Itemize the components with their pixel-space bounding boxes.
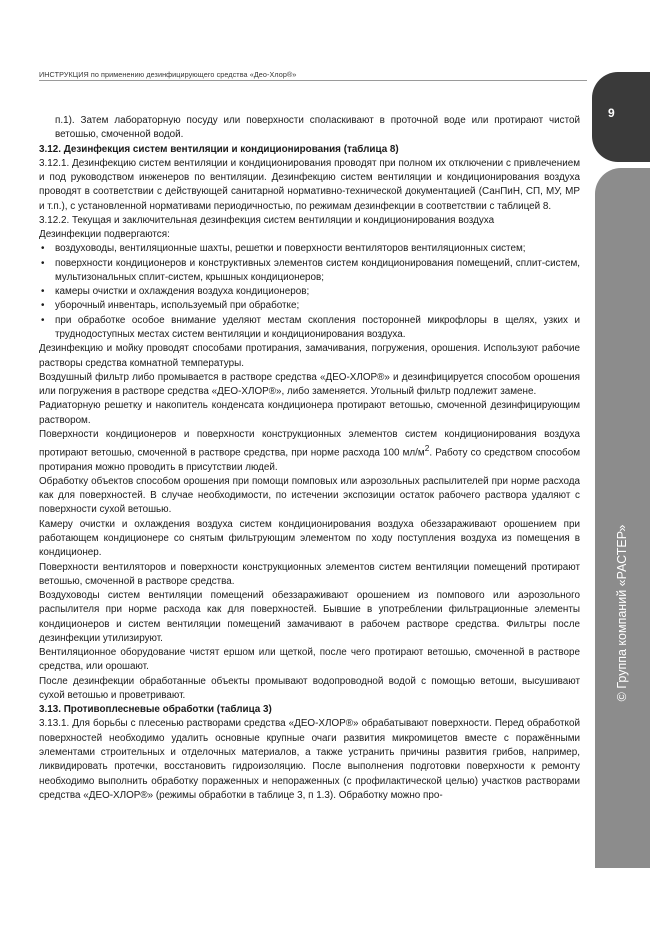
running-header: ИНСТРУКЦИЯ по применению дезинфицирующего средства «Део-Хлор®» <box>39 70 297 79</box>
page-tab <box>592 72 650 162</box>
paragraph: Поверхности вентиляторов и поверхности конструкционных элементов систем вентиляции помещений протирают ветошью, смоченной в растворе средства. <box>39 561 580 587</box>
paragraph: Дезинфекции подвергаются: <box>39 229 170 241</box>
list-item <box>39 257 580 286</box>
list-item <box>39 314 580 343</box>
paragraph: 3.12.2. Текущая и заключительная дезинфекция систем вентиляции и кондиционирования воздуха <box>39 214 495 226</box>
paragraph: Обработку объектов способом орошения при помощи помповых или аэрозольных распылителей при норме расхода как для поверхностей. В случае необходимости, по истечении экспозиции остаток рабочего раствора удаляют с поверхности сухой ветошью. <box>39 475 580 516</box>
paragraph: Камеру очистки и охлаждения воздуха систем кондиционирования воздуха обеззараживают орошением при работающем кондиционере со снятым фильтрующим элементом по ходу поступления воздуха из помещения в кондиционер. <box>39 518 580 559</box>
paragraph: После дезинфекции обработанные объекты промывают водопроводной водой с помощью ветоши, высушивают сухой ветошью и проветривают. <box>39 675 580 701</box>
section-heading: 3.12. Дезинфекция систем вентиляции и кондиционирования (таблица 8) <box>39 143 399 155</box>
list-item <box>39 299 580 313</box>
paragraph: Радиаторную решетку и накопитель конденсата кондиционера протирают ветошью, смоченной дезинфицирующим раствором. <box>39 400 580 426</box>
copyright-vertical-text: © Группа компаний «РАСТЕР» <box>615 524 629 702</box>
paragraph: Воздушный фильтр либо промывается в растворе средства «ДЕО-ХЛОР®» и дезинфицируется способом орошения или погружения в растворе средства «ДЕО-ХЛОР®», либо заменяется. Угольный фильтр подлежит замене. <box>39 371 580 398</box>
list-item-text: поверхности кондиционеров и конструктивных элементов систем кондиционирования помещений, сплит-систем, мультизональных сплит-систем, крышных кондиционеров; <box>55 257 580 283</box>
side-band <box>595 168 650 868</box>
list-item-text: уборочный инвентарь, используемый при обработке; <box>55 300 300 312</box>
paragraph: п.1). Затем лабораторную посуду или поверхности споласкивают в проточной воде или протирают чистой ветошью, смоченной водой. <box>55 115 580 141</box>
list-item-text: при обработке особое внимание уделяют местам скопления посторонней микрофлоры в щелях, узких и труднодоступных местах систем вентиляции и кондиционирования воздуха. <box>55 314 580 340</box>
list-item-text: камеры очистки и охлаждения воздуха кондиционеров; <box>55 286 310 298</box>
list-item <box>39 285 580 299</box>
section-heading: 3.13. Противоплесневые обработки (таблица 3) <box>39 704 272 716</box>
bullet-icon: • <box>41 243 45 255</box>
bullet-icon: • <box>41 286 45 298</box>
paragraph <box>39 428 580 475</box>
body-text <box>39 114 580 803</box>
bullet-icon: • <box>41 314 45 326</box>
header-rule <box>39 80 587 81</box>
paragraph: Дезинфекцию и мойку проводят способами протирания, замачивания, погружения, орошения. Используют рабочие растворы средства комнатной температуры. <box>39 343 580 369</box>
bullet-list <box>39 242 580 342</box>
norm-text: Поверхности кондиционеров и поверхности конструкционных элементов систем кондиционирования воздуха протирают ветошью, смоченной в растворе средства, при норме расхода 100 мл/м <box>39 428 580 459</box>
paragraph: 3.13.1. Для борьбы с плесенью растворами средства «ДЕО-ХЛОР®» обрабатывают поверхности. Перед обработкой поверхностей необходимо удалить основные крупные очаги развития микромицетов вместе с поражёнными элементами строительных и отделочных материалов, а также устранить причины развития грибов, например, ликвидировать протечки, восстановить гидроизоляцию. После выполнения подготовки поверхности к ремонту необходимо выполнить обработку пораженных и непораженных (с профилактической целью) участков растворами средства «ДЕО-ХЛОР®» (режимы обработки в таблице 3, п 1.3). Обработку можно про- <box>39 718 580 801</box>
bullet-icon: • <box>41 300 45 312</box>
page-number: 9 <box>608 106 615 120</box>
paragraph: 3.12.1. Дезинфекцию систем вентиляции и кондиционирования проводят при полном их отключении с привлечением и под руководством инженеров по вентиляции. Дезинфекцию систем вентиляции и кондиционирования воздуха проводят в соответствии с действующей санитарной нормативно-технической документацией (СанПиН, СП, МУ, МР и т.п.), с установленной нормативами периодичностью, по режимам дезинфекции в соответствии с таблицей 8. <box>39 157 580 212</box>
norm-superscript: 2 <box>424 444 430 454</box>
list-item-text: воздуховоды, вентиляционные шахты, решетки и поверхности вентиляторов вентиляционных систем; <box>55 243 526 255</box>
list-item <box>39 242 580 256</box>
paragraph: Воздуховоды систем вентиляции помещений обеззараживают орошением из помпового или аэрозольного распылителя при норме расхода как для поверхностей. Бывшие в употреблении фильтрационные элементы кондиционеров и систем вентиляции помещений замачивают в рабочем растворе средства. Фильтры после дезинфекции утилизируют. <box>39 590 580 644</box>
norm-text-tail: . Работу со средством способом протирания можно проводить в присутствии людей. <box>39 447 580 473</box>
paragraph: Вентиляционное оборудование чистят ершом или щеткой, после чего протирают ветошью, смоченной в растворе средства, или орошают. <box>39 647 580 673</box>
bullet-icon: • <box>41 257 45 269</box>
